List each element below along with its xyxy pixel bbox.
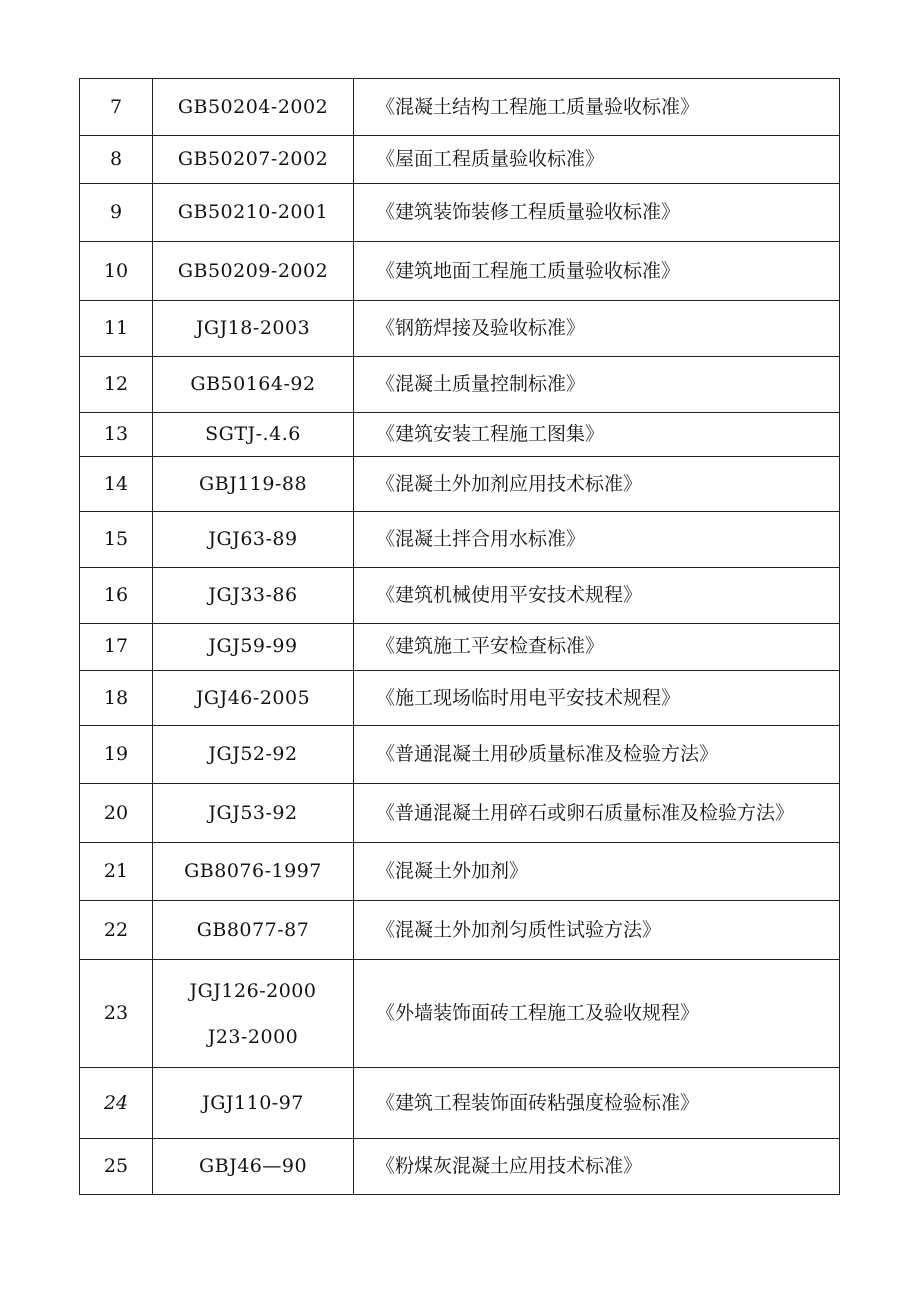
row-number: 11 bbox=[80, 301, 153, 357]
standard-name: 《混凝土外加剂》 bbox=[354, 843, 840, 901]
standard-code: GB50209-2002 bbox=[153, 242, 354, 301]
standard-name: 《普通混凝土用砂质量标准及检验方法》 bbox=[354, 726, 840, 784]
row-number: 21 bbox=[80, 843, 153, 901]
standard-code: JGJ59-99 bbox=[153, 624, 354, 671]
row-number: 17 bbox=[80, 624, 153, 671]
table-row bbox=[80, 960, 840, 1068]
standard-name: 《建筑装饰装修工程质量验收标准》 bbox=[354, 184, 840, 242]
table-row bbox=[80, 671, 840, 726]
standards-table bbox=[79, 78, 840, 1195]
standard-code: JGJ52-92 bbox=[153, 726, 354, 784]
row-number: 7 bbox=[80, 79, 153, 136]
standard-name: 《外墙装饰面砖工程施工及验收规程》 bbox=[354, 960, 840, 1068]
table-row bbox=[80, 901, 840, 960]
table-row bbox=[80, 413, 840, 457]
standard-code: JGJ18-2003 bbox=[153, 301, 354, 357]
standard-name: 《混凝土外加剂应用技术标准》 bbox=[354, 457, 840, 512]
standard-code: JGJ53-92 bbox=[153, 784, 354, 843]
standard-code: JGJ46-2005 bbox=[153, 671, 354, 726]
table-row bbox=[80, 136, 840, 184]
standard-name: 《钢筋焊接及验收标准》 bbox=[354, 301, 840, 357]
standard-name: 《建筑地面工程施工质量验收标准》 bbox=[354, 242, 840, 301]
standard-name: 《混凝土拌合用水标准》 bbox=[354, 512, 840, 568]
standard-code: GBJ46—90 bbox=[153, 1139, 354, 1195]
table-row bbox=[80, 301, 840, 357]
row-number: 12 bbox=[80, 357, 153, 413]
row-number: 15 bbox=[80, 512, 153, 568]
standard-name: 《施工现场临时用电平安技术规程》 bbox=[354, 671, 840, 726]
table-row bbox=[80, 357, 840, 413]
row-number: 14 bbox=[80, 457, 153, 512]
standard-code: SGTJ-.4.6 bbox=[153, 413, 354, 457]
row-number: 13 bbox=[80, 413, 153, 457]
row-number: 10 bbox=[80, 242, 153, 301]
standard-code: GB50204-2002 bbox=[153, 79, 354, 136]
row-number: 9 bbox=[80, 184, 153, 242]
standard-code: GB50207-2002 bbox=[153, 136, 354, 184]
row-number: 16 bbox=[80, 568, 153, 624]
table-row bbox=[80, 1068, 840, 1139]
standard-code: GBJ119-88 bbox=[153, 457, 354, 512]
table-row bbox=[80, 568, 840, 624]
standard-name: 《建筑安装工程施工图集》 bbox=[354, 413, 840, 457]
row-number: 18 bbox=[80, 671, 153, 726]
standard-name: 《建筑工程装饰面砖粘强度检验标准》 bbox=[354, 1068, 840, 1139]
standard-code: JGJ126-2000 bbox=[189, 979, 317, 1002]
row-number: 23 bbox=[80, 960, 153, 1068]
standard-code: JGJ33-86 bbox=[153, 568, 354, 624]
standard-code-secondary: J23-2000 bbox=[207, 1025, 299, 1048]
table-row bbox=[80, 512, 840, 568]
standard-code-cell bbox=[153, 960, 354, 1068]
table-row bbox=[80, 1139, 840, 1195]
row-number: 24 bbox=[80, 1068, 153, 1139]
row-number: 22 bbox=[80, 901, 153, 960]
standard-name: 《粉煤灰混凝土应用技术标准》 bbox=[354, 1139, 840, 1195]
standard-name: 《混凝土结构工程施工质量验收标准》 bbox=[354, 79, 840, 136]
standard-name: 《建筑机械使用平安技术规程》 bbox=[354, 568, 840, 624]
table-row bbox=[80, 242, 840, 301]
standard-name: 《普通混凝土用碎石或卵石质量标准及检验方法》 bbox=[354, 784, 840, 843]
table-row bbox=[80, 784, 840, 843]
standard-code: JGJ63-89 bbox=[153, 512, 354, 568]
row-number: 25 bbox=[80, 1139, 153, 1195]
row-number: 8 bbox=[80, 136, 153, 184]
table-row bbox=[80, 79, 840, 136]
standard-name: 《混凝土外加剂匀质性试验方法》 bbox=[354, 901, 840, 960]
standard-code: GB8077-87 bbox=[153, 901, 354, 960]
table-row bbox=[80, 624, 840, 671]
standard-code: GB50210-2001 bbox=[153, 184, 354, 242]
standard-code: GB50164-92 bbox=[153, 357, 354, 413]
table-row bbox=[80, 726, 840, 784]
standard-name: 《屋面工程质量验收标准》 bbox=[354, 136, 840, 184]
standard-code: GB8076-1997 bbox=[153, 843, 354, 901]
row-number: 20 bbox=[80, 784, 153, 843]
table-row bbox=[80, 457, 840, 512]
standard-name: 《混凝土质量控制标准》 bbox=[354, 357, 840, 413]
table-row bbox=[80, 843, 840, 901]
row-number: 19 bbox=[80, 726, 153, 784]
standard-code: JGJ110-97 bbox=[153, 1068, 354, 1139]
table-row bbox=[80, 184, 840, 242]
standard-name: 《建筑施工平安检查标准》 bbox=[354, 624, 840, 671]
